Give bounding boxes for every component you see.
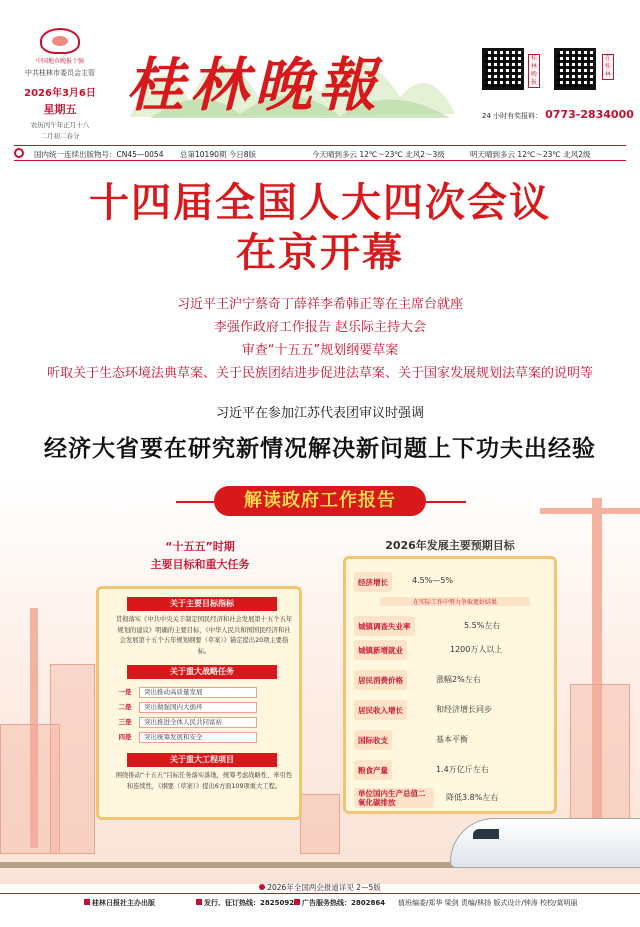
editors: 值班编委/郑华 梁剑 责编/林扬 版式设计/钟涛 校校/莫明丽 [398,899,578,907]
target-value: 基本平衡 [436,735,468,744]
distribution-text: 发行、征订热线：2825092 [204,899,295,907]
target-row [354,669,554,691]
ads-hotline [294,898,385,908]
target-value: 和经济增长同步 [436,705,492,714]
target-row [354,759,554,781]
section-headline: 经济大省要在研究新情况解决新问题上下功夫出经验 [44,436,596,462]
target-label: 单位国内生产总值二氧化碳排放 [354,788,434,808]
masthead [0,0,640,140]
target-value: 1.4万亿斤左右 [436,765,489,774]
crane-arm-illustration [540,508,640,514]
right-panel-heading: 2026年发展主要预期目标 [385,539,515,552]
info-bar [14,145,626,161]
section-intro: 习近平在参加江苏代表团审议时强调 [215,406,424,421]
office [84,898,155,908]
lunar-line-1: 农历丙午年正月十八 [30,121,90,129]
target-label: 经济增长 [354,572,392,592]
building-illustration [50,664,95,854]
target-label: 城镇调查失业率 [354,616,415,636]
task-number: 三是 [118,718,132,726]
hotline-label: 24 小时有奖报料： [482,112,543,120]
subheadline: 审查“十五五”规划纲要草案 [241,343,399,358]
task-item [113,732,289,743]
publication-number: 国内统一连续出版物号：CN45—0054 [34,150,164,159]
target-row [354,639,554,661]
hotline-number: 0773-2834000 [545,108,634,121]
box-text: 围绕推动“十五五”目标任务落实落地，统筹考虑战略性、牵引性和连续性，《纲要（草案）》提出6方面109项重大工程。 [115,772,293,790]
qr-code-icon[interactable] [482,48,524,90]
issue-number: 总第10190期 今日8版 [180,150,257,159]
target-note: 在实际工作中努力争取更好结果 [380,597,530,606]
newspaper-emblem-icon [40,28,80,54]
target-label: 国际收支 [354,730,392,750]
box-text: 贯彻落实《中共中央关于制定国民经济和社会发展第十五个五年规划的建议》明确的主要目标，《中华人民共和国国民经济和社会发展第十五个五年规划纲要（草案）》锚定提出20项主要指标。 [115,616,293,655]
task-number: 四是 [118,733,132,741]
right-panel [343,556,557,814]
target-row [354,787,554,809]
left-heading-line-2: 主要目标和重大任务 [150,558,250,571]
masthead-left-column [14,28,106,142]
coverage-note-text: 2026年全国两会报道详见 2—5版 [267,883,381,892]
weather-today: 今天晴到多云 12℃～23℃ 北风2～3级 [312,150,445,159]
qr-label-1: 桂林晚报 [528,54,540,88]
bottom-bar [0,893,640,927]
building-illustration [300,794,340,854]
square-icon [196,899,202,905]
target-row [354,729,554,751]
bullet-icon [259,884,265,890]
target-row [354,571,554,593]
main-headline [0,178,640,278]
left-panel [96,586,302,820]
box-title: 关于重大工程项目 [127,753,277,767]
task-number: 一是 [118,688,132,696]
left-heading-line-1: “十五五”时期 [165,540,235,553]
target-label: 居民消费价格 [354,670,407,690]
task-text: 突出统筹发展和安全 [139,732,257,743]
coverage-note [0,882,640,893]
sponsor: 中共桂林市委员会主管 [25,69,95,77]
qr-code-icon[interactable] [554,48,596,90]
task-item [113,687,289,698]
headline-line-1: 十四届全国人大四次会议 [89,180,551,226]
office-text: 桂林日报社主办出版 [92,899,155,907]
issue-date: 2026年3月6日 [24,88,96,99]
infographic-banner: 解读政府工作报告 [214,486,426,516]
target-value: 4.5%—5% [412,576,454,585]
target-value: 5.5%左右 [464,621,501,630]
left-panel-heading [140,538,260,574]
task-number: 二是 [118,703,132,711]
box-title: 关于主要目标指标 [127,597,277,611]
target-label: 粮食产量 [354,760,392,780]
qr-code-area [478,48,634,121]
square-icon [84,899,90,905]
task-item [113,702,289,713]
task-text: 突出做强国内大循环 [139,702,257,713]
newspaper-title: 桂林晚報 [126,51,383,119]
target-value: 降低3.8%左右 [446,793,499,802]
target-row [354,699,554,721]
subheadlines [0,293,640,385]
subheadline: 习近平王沪宁蔡奇丁薛祥李希韩正等在主席台就座 [176,297,463,312]
box-title: 关于重大战略任务 [127,665,277,679]
target-value: 涨幅2%左右 [436,675,481,684]
news-hotline [482,108,634,121]
target-value: 1200万人以上 [450,645,503,654]
newspaper-title-art [120,22,460,122]
target-label: 居民收入增长 [354,700,407,720]
weather-tomorrow: 明天晴到多云 12℃～23℃ 北风2级 [470,150,591,159]
emblem-tagline: 中国地市晚报十强 [35,58,84,65]
distribution-hotline [196,898,294,908]
task-text: 突出推进全体人民共同富裕 [139,717,257,728]
task-item [113,717,289,728]
qr-label-2: 在桂林 [602,54,614,80]
lunar-date [14,120,106,142]
lunar-line-2: 二月初二春分 [40,132,80,140]
subheadline: 听取关于生态环境法典草案、关于民族团结进步促进法草案、关于国家发展规划法草案的说明等 [46,366,593,381]
target-row [354,615,554,637]
bullet-train-illustration [450,818,640,868]
task-text: 突出推动高质量发展 [139,687,257,698]
weekday: 星期五 [43,103,77,116]
subheadline: 李强作政府工作报告 赵乐际主持大会 [213,320,427,335]
gear-logo-icon [14,148,24,158]
target-label: 城镇新增就业 [354,640,407,660]
square-icon [294,899,300,905]
ads-text: 广告服务热线：2802864 [302,899,386,907]
headline-line-2: 在京开幕 [236,230,404,276]
infographic [0,478,640,884]
